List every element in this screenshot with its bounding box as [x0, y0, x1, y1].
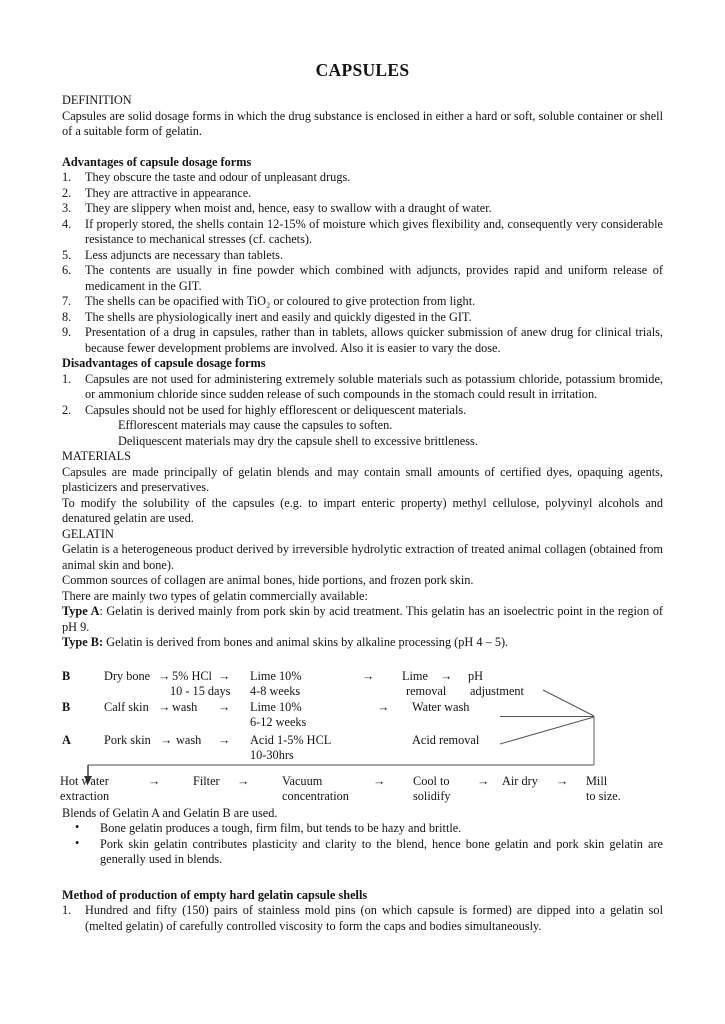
list-item: [62, 294, 663, 310]
diagram-step: 5% HCl: [172, 668, 212, 683]
arrow-icon: →: [373, 773, 386, 788]
item-number: 6.: [62, 263, 72, 277]
item-number: 4.: [62, 216, 72, 231]
list-item: [62, 170, 663, 186]
section-method: [62, 888, 663, 935]
diagram-step: Air dry: [502, 773, 538, 788]
bullet-item: [62, 821, 663, 837]
diagram-step: Vacuum: [282, 773, 323, 788]
list-item: [62, 325, 663, 356]
diagram-step: Lime 10%: [250, 699, 302, 714]
item-text: They are attractive in appearance.: [85, 185, 252, 200]
item-text: The shells are physiologically inert and easily and quickly digested in the GIT.: [85, 309, 472, 324]
diagram-step-detail: 4-8 weeks: [250, 683, 301, 698]
gelatin-process-diagram: [0, 669, 725, 806]
type-a-paragraph: [62, 604, 663, 635]
bullet-icon: •: [75, 820, 80, 834]
list-item: [62, 217, 663, 248]
diagram-row-label: B: [62, 699, 71, 714]
arrow-icon: →: [440, 668, 453, 683]
diagram-step: Cool to: [413, 773, 450, 788]
definition-heading: DEFINITION: [62, 93, 132, 107]
paragraph: Capsules are made principally of gelatin blends and may contain small amounts of certified dyes, opaquing agents, plasticizers and preservatives.: [62, 464, 663, 494]
item-text: The contents are usually in fine powder which combined with adjuncts, provides rapid and uniform release of medicament in the GIT.: [85, 263, 663, 293]
item-text: Presentation of a drug in capsules, rather than in tablets, allows quicker submission of anew drug for clinical trials, because fewer development problems are involved. Also it is easier to vary the dose.: [85, 325, 663, 355]
diagram-step: Acid removal: [412, 732, 480, 747]
bullet-icon: •: [75, 835, 80, 850]
paragraph: To modify the solubility of the capsules (e.g. to impart enteric property) methyl cellulose, polyvinyl alcohols and denatured gelatin are used.: [62, 495, 663, 525]
gelatin-heading: GELATIN: [62, 526, 114, 541]
item-text: Capsules are not used for administering extremely soluble materials such as potassium chloride, potassium bromide, or ammonium chloride since sudden release of such compounds in the stomach could result in irritation.: [85, 371, 663, 401]
diagram-row-label: A: [62, 732, 71, 747]
item-text: Hundred and fifty (150) pairs of stainless mold pins (on which capsule is formed) are dipped into a gelatin sol (melted gelatin) of carefully controlled viscosity to form the caps and bodies simultaneously.: [85, 903, 663, 933]
section-gelatin: [62, 527, 663, 651]
arrow-icon: →: [158, 699, 171, 714]
diagram-step-detail: concentration: [282, 788, 349, 803]
blends-intro: Blends of Gelatin A and Gelatin B are used.: [62, 805, 278, 820]
arrow-icon: →: [477, 773, 490, 788]
sub-note: Deliquescent materials may dry the capsule shell to excessive brittleness.: [118, 433, 478, 448]
item-text: The shells can be opacified with TiO₂ or coloured to give protection from light.: [85, 294, 476, 308]
item-number: 5.: [62, 247, 72, 262]
section-disadvantages: [62, 356, 663, 449]
diagram-step: Acid 1-5% HCL: [250, 732, 332, 747]
diagram-step: wash: [172, 699, 198, 714]
item-number: 2.: [62, 402, 72, 417]
arrow-icon: →: [218, 668, 231, 683]
diagram-step-detail: extraction: [60, 788, 110, 803]
type-b-label: Type B:: [62, 635, 104, 649]
diagram-step: Mill: [586, 773, 608, 788]
type-a-label: Type A: [62, 604, 100, 618]
paragraph: There are mainly two types of gelatin commercially available:: [62, 588, 368, 603]
page-title: CAPSULES: [315, 60, 410, 80]
section-blends: [62, 806, 663, 868]
diagram-step: Pork skin: [104, 732, 151, 747]
item-number: 8.: [62, 309, 72, 324]
type-a-text: : Gelatin is derived mainly from pork skin by acid treatment. This gelatin has an isoelectric point in the region of pH 9.: [62, 604, 663, 634]
bullet-text: Pork skin gelatin contributes plasticity and clarity to the blend, hence bone gelatin and pork skin gelatin are generally used in blends.: [100, 836, 663, 866]
bullet-text: Bone gelatin produces a tough, firm film, but tends to be hazy and brittle.: [100, 821, 462, 835]
definition-body: Capsules are solid dosage forms in which the drug substance is enclosed in either a hard or soft, soluble container or shell of a suitable form of gelatin.: [62, 108, 663, 138]
arrow-icon: →: [148, 773, 161, 788]
diagram-step: Water wash: [412, 699, 470, 714]
list-item: [62, 310, 663, 326]
arrow-icon: →: [362, 668, 375, 683]
item-number: 7.: [62, 294, 72, 308]
section-definition: [62, 93, 663, 140]
list-item: [62, 248, 663, 264]
diagram-step-detail: 6-12 weeks: [250, 714, 307, 729]
item-number: 1.: [62, 371, 72, 386]
advantages-heading: Advantages of capsule dosage forms: [62, 154, 252, 169]
diagram-step: Dry bone: [104, 668, 151, 683]
list-item: [62, 263, 663, 294]
item-number: 2.: [62, 185, 72, 200]
diagram-step-detail: 10 - 15 days: [170, 683, 231, 698]
diagram-step-detail: 10-30hrs: [250, 747, 294, 762]
disadvantages-heading: Disadvantages of capsule dosage forms: [62, 356, 266, 370]
materials-heading: MATERIALS: [62, 449, 132, 463]
diagram-step-detail: adjustment: [470, 683, 524, 698]
arrow-icon: →: [158, 668, 171, 683]
method-heading: Method of production of empty hard gelatin capsule shells: [62, 887, 368, 902]
item-number: 3.: [62, 201, 72, 215]
diagram-step: Filter: [193, 773, 220, 788]
list-item: [62, 372, 663, 403]
item-number: 1.: [62, 903, 72, 917]
item-number: 9.: [62, 325, 72, 339]
section-materials: [62, 449, 663, 527]
diagram-step: Hot water: [60, 773, 109, 788]
item-number: 1.: [62, 170, 72, 184]
diagram-step: pH: [468, 668, 484, 683]
item-text: If properly stored, the shells contain 12-15% of moisture which gives flexibility and, consequently very considerable resistance to mechanical stresses (cf. cachets).: [85, 216, 663, 246]
arrow-icon: →: [556, 773, 569, 788]
list-item: [62, 186, 663, 202]
type-b-text: Gelatin is derived from bones and animal skins by alkaline processing (pH 4 – 5).: [103, 635, 509, 649]
sub-note: Efflorescent materials may cause the capsules to soften.: [118, 418, 393, 432]
diagram-step: Lime: [402, 668, 428, 683]
diagram-step: wash: [176, 732, 202, 747]
diagram-step: Calf skin: [104, 699, 149, 714]
item-text: Less adjuncts are necessary than tablets.: [85, 247, 284, 262]
paragraph: Common sources of collagen are animal bones, hide portions, and frozen pork skin.: [62, 573, 474, 587]
section-advantages: [62, 155, 663, 357]
diagram-step-detail: solidify: [413, 788, 451, 803]
diagram-step-detail: to size.: [586, 788, 621, 803]
paragraph: Gelatin is a heterogeneous product derived by irreversible hydrolytic extraction of treated animal collagen (obtained from animal skin and bone).: [62, 542, 663, 572]
list-item: [62, 403, 663, 419]
diagram-step: Lime 10%: [250, 668, 302, 683]
arrow-icon: →: [218, 699, 231, 714]
arrow-icon: →: [160, 732, 173, 747]
bullet-item: [62, 837, 663, 868]
list-item: [62, 903, 663, 934]
list-item: [62, 201, 663, 217]
arrow-icon: →: [218, 732, 231, 747]
arrow-icon: →: [237, 773, 250, 788]
diagram-row-label: B: [62, 668, 71, 683]
item-text: They obscure the taste and odour of unpleasant drugs.: [85, 170, 351, 184]
diagram-step-detail: removal: [406, 683, 447, 698]
arrow-icon: →: [377, 699, 390, 714]
type-b-paragraph: [62, 635, 663, 651]
item-text: Capsules should not be used for highly efflorescent or deliquescent materials.: [85, 402, 467, 417]
item-text: They are slippery when moist and, hence, easy to swallow with a draught of water.: [85, 201, 492, 215]
